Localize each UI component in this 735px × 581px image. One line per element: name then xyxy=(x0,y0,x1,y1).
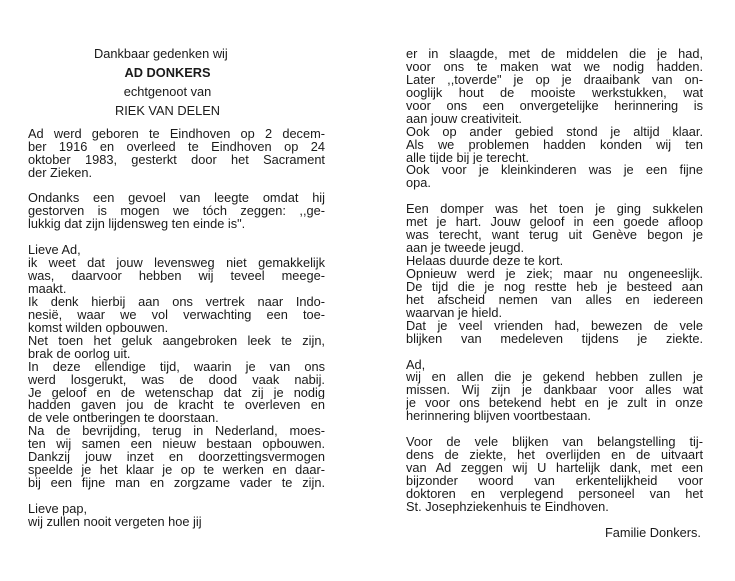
text-line: Ook voor je kleinkinderen was je een fijne xyxy=(406,164,703,178)
text-line: Als we problemen hadden konden wij ten xyxy=(406,138,703,152)
text-line: ber 1916 en overleed te Eindhoven op 24 xyxy=(28,140,325,154)
text-line: voor ons te maken wat we nodig hadden. xyxy=(406,60,703,74)
opening-line: Dankbaar gedenken wij xyxy=(94,46,228,61)
text-line: Later ,,toverde" je op je draaibank van on- xyxy=(406,73,703,87)
paragraph xyxy=(406,48,703,190)
text-line: Opnieuw werd je ziek; maar nu ongeneeslijk. xyxy=(406,267,703,281)
text-line: Dat je veel vrienden had, bewezen de vele xyxy=(406,319,703,333)
salutation: Lieve Ad, xyxy=(28,244,81,258)
paragraph xyxy=(28,257,325,490)
text-line: ooglijk hout de mooiste werkstukken, wat xyxy=(406,86,703,100)
paragraph xyxy=(28,192,325,231)
text-line: was terecht, want terug uit Genève begon je xyxy=(406,229,703,243)
text-line: Helaas duurde deze te kort. xyxy=(406,255,564,268)
text-line: Je geloof en de wetenschap dat zij je nodig xyxy=(28,386,325,400)
text-line: bij een fijne man en zorgzame vader te zijn. xyxy=(28,477,325,490)
text-line: Net toen het geluk aangebroken leek te zijn, xyxy=(28,334,325,348)
text-line: Een domper was het toen je ging sukkelen xyxy=(406,203,703,217)
text-line: met je hart. Jouw geloof in een goede afloop xyxy=(406,216,703,230)
paragraph xyxy=(28,503,325,529)
text-line: Ook op ander gebied stond je altijd klaar. xyxy=(406,125,703,139)
text-line: oktober 1983, gesterkt door het Sacrament xyxy=(28,153,325,167)
text-line: je voor ons betekend hebt en je zult in onze xyxy=(406,397,703,411)
text-line: De tijd die je nog restte heb je besteed aan xyxy=(406,280,703,294)
paragraph xyxy=(406,359,703,424)
text-line: nesië, waar we vol verwachting een toe- xyxy=(28,308,325,322)
text-line: de vele ontberingen te doorstaan. xyxy=(28,412,219,426)
text-line: brak de oorlog uit. xyxy=(28,347,131,361)
text-line: bijzonder woord van erkentelijkheid voor xyxy=(406,474,703,488)
text-line: blijken van medeleven tijdens je ziekte. xyxy=(406,332,703,346)
text-line: Lieve pap, xyxy=(28,502,88,516)
paragraph xyxy=(406,203,703,345)
text-line: het afscheid nemen van alles en iedereen xyxy=(406,293,703,307)
spouse-label: echtgenoot van xyxy=(123,83,212,99)
text-line: dens de ziekte, het overlijden en de uitvaart xyxy=(406,449,703,462)
text-line: Ik denk hierbij aan ons vertrek naar Indo- xyxy=(28,295,325,309)
text-line: Ad werd geboren te Eindhoven op 2 decem- xyxy=(28,127,325,141)
text-line: Ad, xyxy=(406,358,426,372)
text-line: was, daarvoor hebben wij teveel meege- xyxy=(28,270,325,283)
signature: Familie Donkers. xyxy=(604,526,701,540)
text-line: Voor de vele blijken van belangstelling tij- xyxy=(406,436,703,450)
text-line: Dankzij jouw inzet en doorzettingsvermogen xyxy=(28,451,325,465)
text-line: alle tijde bij je terecht. xyxy=(406,151,530,165)
text-line: voor ons een onvergetelijke herinnering is xyxy=(406,99,703,113)
text-line: ten wij samen een nieuw bestaan opbouwen. xyxy=(28,438,325,452)
text-line: van Ad zeggen wij U hartelijk dank, met een xyxy=(406,462,703,475)
left-column xyxy=(28,48,325,529)
text-line: doktoren en verplegend personeel van het xyxy=(406,487,703,501)
text-line: aan jouw creativiteit. xyxy=(406,112,522,126)
text-line: lukkig dat zijn lijdensweg ten einde is". xyxy=(28,218,246,232)
text-line: speelde je het klaar je op te werken en daar- xyxy=(28,464,325,478)
text-line: aan je tweede jeugd. xyxy=(406,242,525,255)
text-line: wij zullen nooit vergeten hoe jij xyxy=(28,515,202,529)
deceased-name: AD DONKERS xyxy=(124,64,211,80)
text-line: werd losgerukt, was de dood vaak nabij. xyxy=(28,373,325,387)
text-line: ik weet dat jouw levensweg niet gemakkelijk xyxy=(28,257,325,271)
text-line: missen. Wij zijn je dankbaar voor alles wat xyxy=(406,384,703,398)
spouse-name: RIEK VAN DELEN xyxy=(114,102,220,118)
text-line: er in slaagde, met de middelen die je had, xyxy=(406,48,703,61)
text-line: waarvan je hield. xyxy=(406,306,503,320)
text-line: wij en allen die je gekend hebben zullen je xyxy=(406,371,703,385)
text-line: der Zieken. xyxy=(28,166,93,180)
text-line: In deze ellendige tijd, waarin je van ons xyxy=(28,360,325,374)
text-line: St. Josephziekenhuis te Eindhoven. xyxy=(406,500,609,514)
text-line: herinnering blijven voortbestaan. xyxy=(406,410,591,424)
text-line: hadden gaven jou de kracht te overleven en xyxy=(28,399,325,413)
paragraph xyxy=(406,436,703,514)
text-line: gestorven is mogen we tóch zeggen: ,,ge- xyxy=(28,205,325,219)
text-line: opa. xyxy=(406,177,431,191)
text-line: Na de bevrijding, terug in Nederland, moes- xyxy=(28,425,325,439)
text-line: komst wilden opbouwen. xyxy=(28,321,169,335)
right-column xyxy=(406,48,703,540)
text-line: Ondanks een gevoel van leegte omdat hij xyxy=(28,192,325,206)
intro-paragraph xyxy=(28,128,325,180)
text-line: maakt. xyxy=(28,283,67,296)
